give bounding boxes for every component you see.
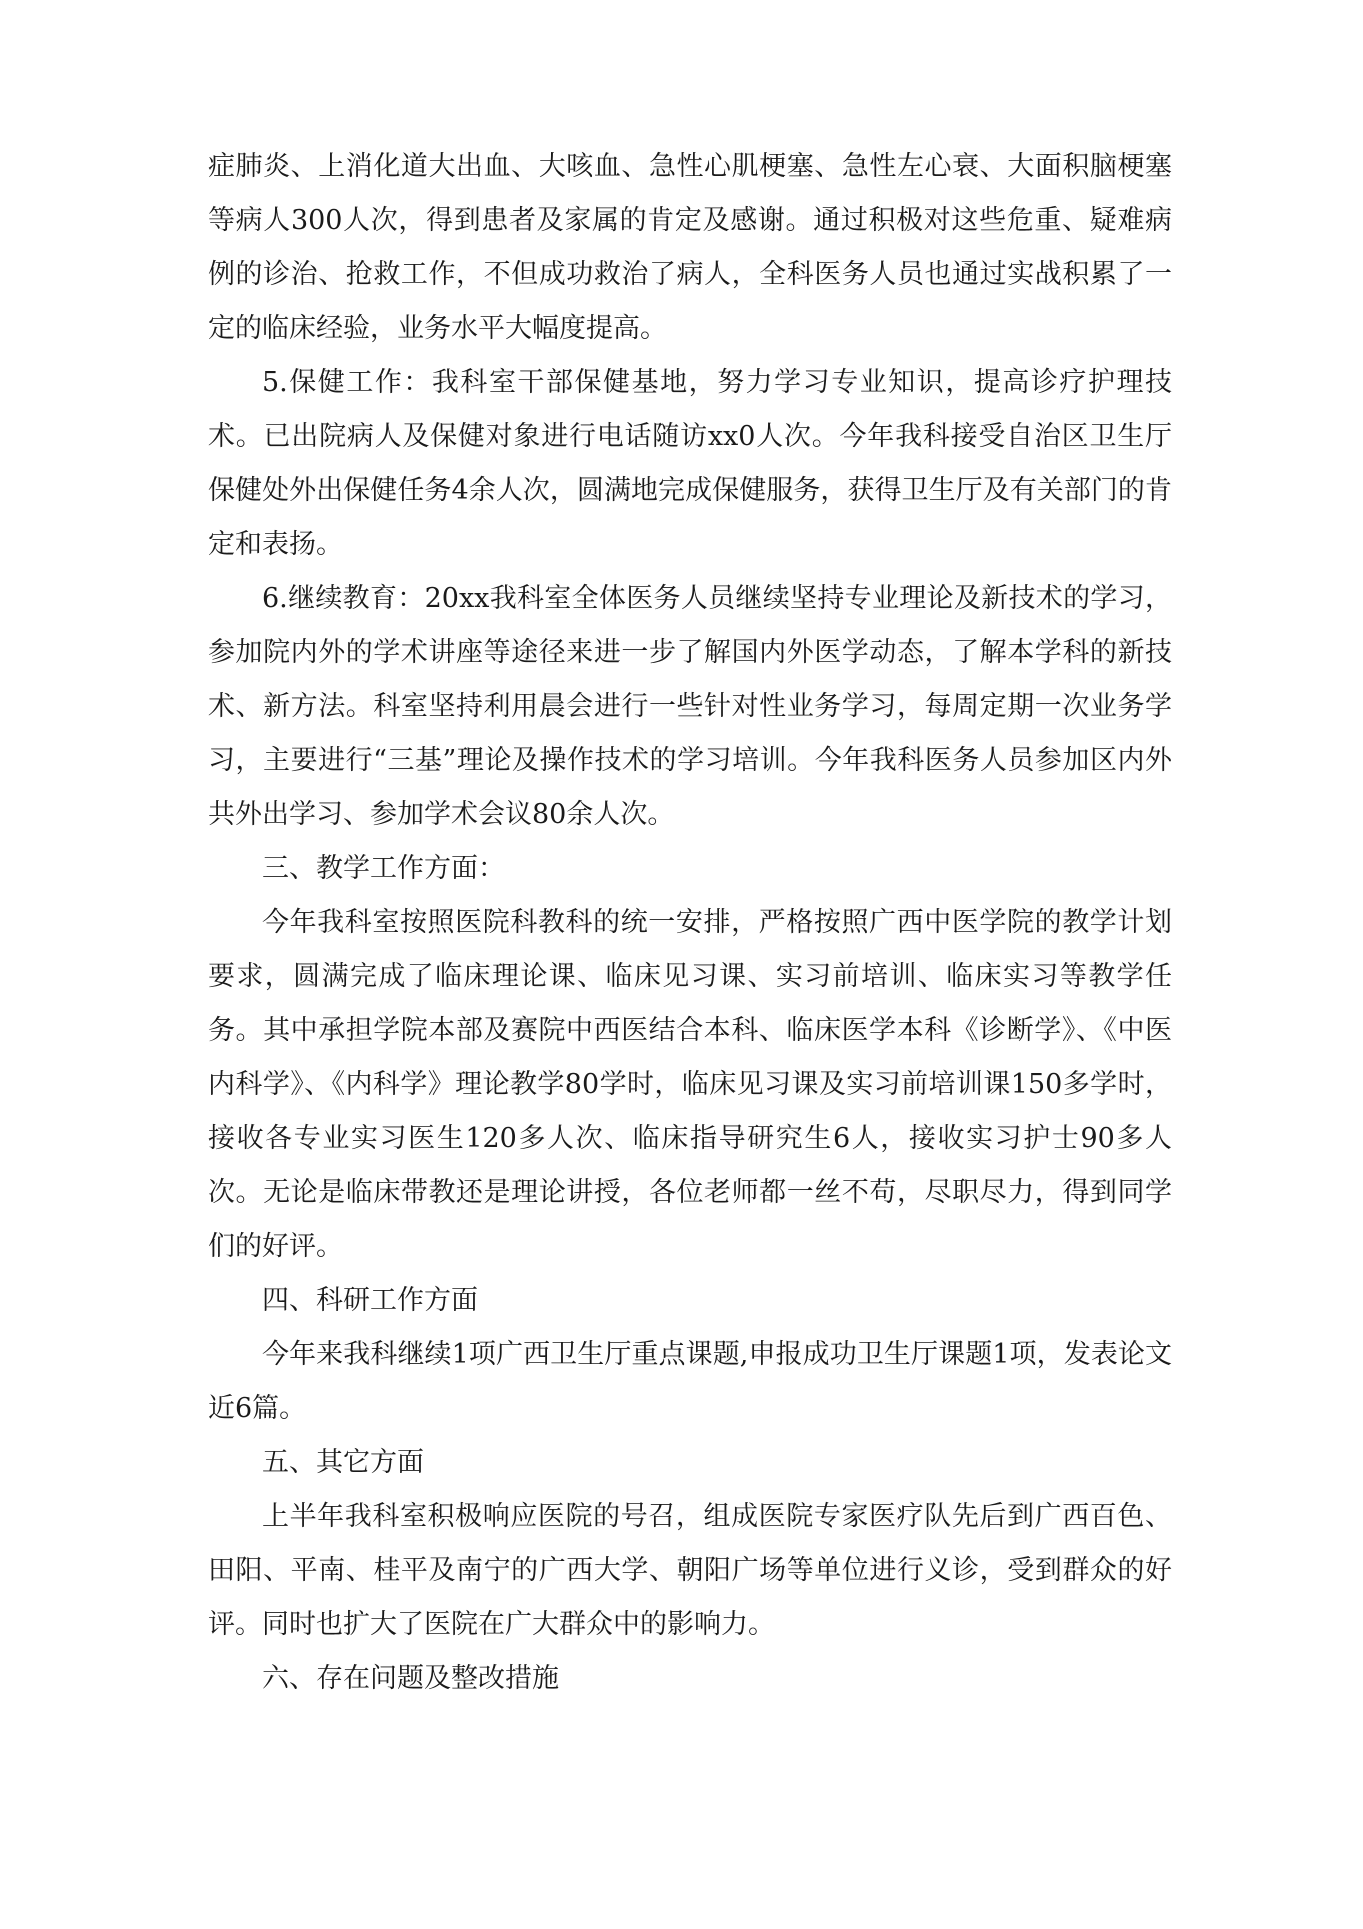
heading-research-work: 四、科研工作方面: [262, 1285, 478, 1316]
paragraph-continuation: 症肺炎、上消化道大出血、大咳血、急性心肌梗塞、急性左心衰、大面积脑梗塞等病人300人次，得到患者及家属的肯定及感谢。通过积极对这些危重、疑难病例的诊治、抢救工作，不但成功救治了病人，全科医务人员也通过实战积累了一定的临床经验，业务水平大幅度提高。: [208, 151, 1172, 344]
heading-other-aspects: 五、其它方面: [262, 1447, 424, 1478]
paragraph-research-work: 今年来我科继续1项广西卫生厅重点课题,申报成功卫生厅课题1项，发表论文近6篇。: [208, 1339, 1172, 1424]
document-page: [208, 140, 1172, 1706]
heading-problems-and-measures: 六、存在问题及整改措施: [262, 1663, 559, 1694]
paragraph-teaching-work: 今年我科室按照医院科教科的统一安排，严格按照广西中医学院的教学计划要求，圆满完成了临床理论课、临床见习课、实习前培训、临床实习等教学任务。其中承担学院本部及赛院中西医结合本科、临床医学本科《诊断学》、《中医内科学》、《内科学》理论教学80学时，临床见习课及实习前培训课150多学时，接收各专业实习医生120多人次、临床指导研究生6人，接收实习护士90多人次。无论是临床带教还是理论讲授，各位老师都一丝不苟，尽职尽力，得到同学们的好评。: [208, 907, 1172, 1262]
paragraph-health-care-work: 5.保健工作：我科室干部保健基地，努力学习专业知识，提高诊疗护理技术。已出院病人及保健对象进行电话随访xx0人次。今年我科接受自治区卫生厅保健处外出保健任务4余人次，圆满地完成保健服务，获得卫生厅及有关部门的肯定和表扬。: [208, 367, 1172, 560]
paragraph-other-aspects: 上半年我科室积极响应医院的号召，组成医院专家医疗队先后到广西百色、田阳、平南、桂平及南宁的广西大学、朝阳广场等单位进行义诊，受到群众的好评。同时也扩大了医院在广大群众中的影响力。: [208, 1501, 1172, 1640]
heading-teaching-work: 三、教学工作方面：: [262, 853, 505, 884]
paragraph-continuing-education: 6.继续教育：20xx我科室全体医务人员继续坚持专业理论及新技术的学习，参加院内外的学术讲座等途径来进一步了解国内外医学动态，了解本学科的新技术、新方法。科室坚持利用晨会进行一些针对性业务学习，每周定期一次业务学习，主要进行“三基”理论及操作技术的学习培训。今年我科医务人员参加区内外共外出学习、参加学术会议80余人次。: [208, 583, 1172, 830]
